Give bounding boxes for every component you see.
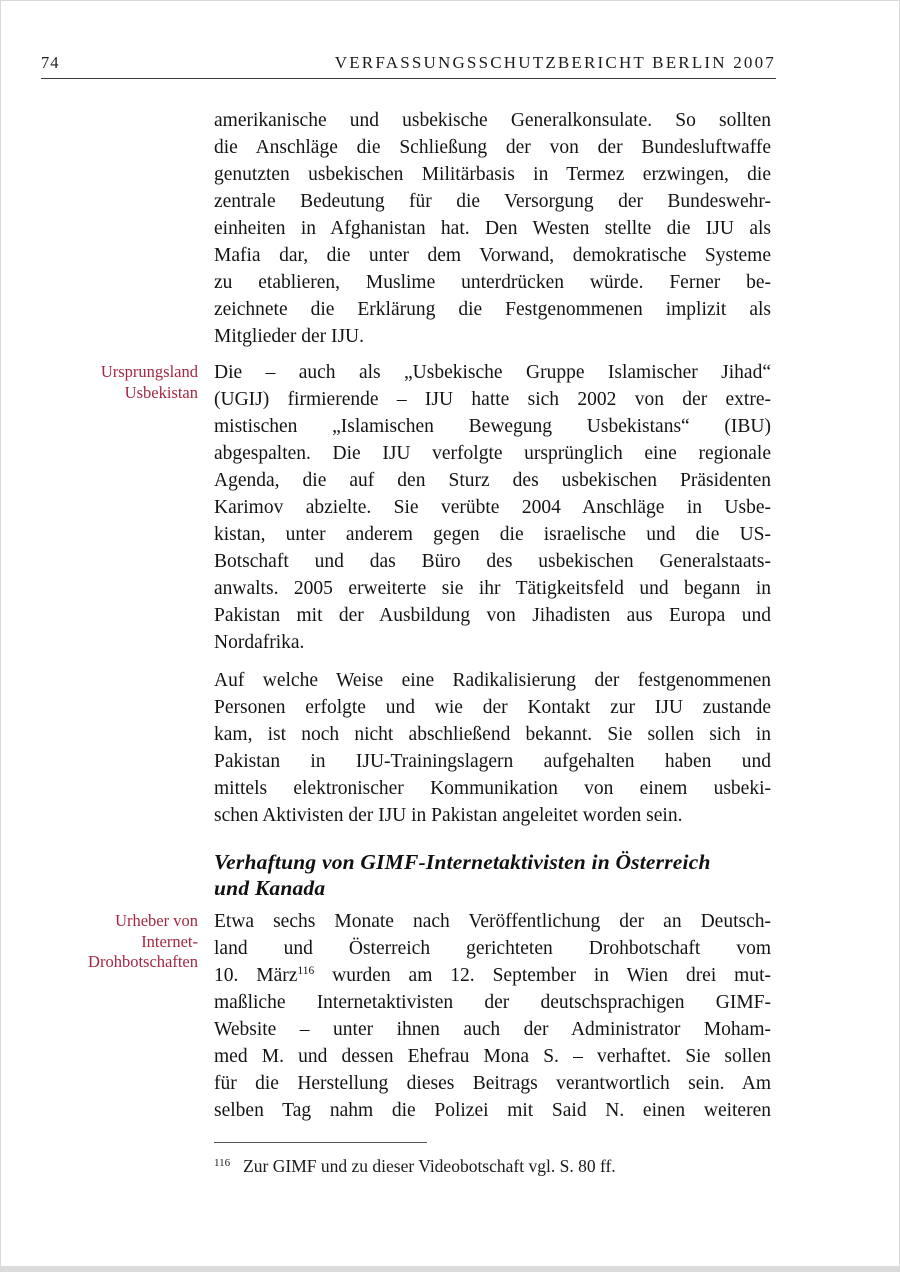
body-text-line: Agenda, die auf den Sturz des usbekischen Präsidenten — [214, 470, 771, 491]
body-text-line: kistan, unter anderem gegen die israelische und die US- — [214, 524, 771, 545]
content-blocks — [41, 107, 771, 1177]
header-rule — [41, 78, 776, 79]
body-text-line: Nordafrika. — [214, 632, 305, 653]
heading-line: und Kanada — [214, 876, 326, 900]
paragraph-body — [214, 667, 771, 829]
body-text-line: Website – unter ihnen auch der Administrator Moham- — [214, 1019, 771, 1040]
body-text-line: mistischen „Islamischen Bewegung Usbekistans“ (IBU) — [214, 416, 771, 437]
body-text-line: Mafia dar, die unter dem Vorwand, demokratische Systeme — [214, 245, 771, 266]
paragraph-row — [41, 667, 771, 829]
body-text-line: abgespalten. Die IJU verfolgte ursprünglich eine regionale — [214, 443, 771, 464]
body-text-line: mittels elektronischer Kommunikation von einem usbeki- — [214, 778, 771, 799]
page-header — [41, 53, 776, 79]
body-text-line: amerikanische und usbekische Generalkonsulate. So sollten — [214, 110, 771, 131]
paragraph-body — [214, 908, 771, 1124]
body-text-line: Die – auch als „Usbekische Gruppe Islamischer Jihad“ — [214, 362, 771, 383]
body-text-line: Pakistan in IJU-Trainingslagern aufgehalten haben und — [214, 751, 771, 772]
section-heading-row — [41, 849, 771, 901]
margin-note-line: Internet- — [141, 931, 198, 951]
footnote-text: Zur GIMF und zu dieser Videobotschaft vgl. S. 80 ff. — [243, 1156, 616, 1176]
heading-line: Verhaftung von GIMF-Internetaktivisten in Österreich — [214, 850, 711, 874]
body-text-line: genutzten usbekischen Militärbasis in Termez erzwingen, die — [214, 164, 771, 185]
footnote-number: 116 — [214, 1157, 231, 1169]
body-text-line: zentrale Bedeutung für die Versorgung der Bundeswehr- — [214, 191, 771, 212]
body-text-line: zu etablieren, Muslime unterdrücken würde. Ferner be- — [214, 272, 771, 293]
body-text-line: einheiten in Afghanistan hat. Den Westen stellte die IJU als — [214, 218, 771, 239]
body-text-line: Mitglieder der IJU. — [214, 326, 365, 347]
footnote — [214, 1142, 771, 1177]
body-text-line: anwalts. 2005 erweiterte sie ihr Tätigkeitsfeld und begann in — [214, 578, 771, 599]
body-text-line: 10. März$^{116}$ wurden am 12. September in Wien drei mut- — [214, 965, 771, 986]
margin-note — [41, 107, 198, 350]
margin-note — [41, 849, 198, 901]
margin-note-line: Ursprungsland — [100, 362, 198, 381]
body-text-line: zeichnete die Erklärung die Festgenommenen implizit als — [214, 299, 771, 320]
page-bottom-edge — [1, 1266, 899, 1271]
margin-note-line: Urheber von — [115, 911, 198, 930]
section-heading — [214, 849, 771, 901]
body-text-line: Pakistan mit der Ausbildung von Jihadisten aus Europa und — [214, 605, 771, 626]
footnote-ref: 116 — [297, 965, 315, 977]
paragraph-body — [214, 107, 771, 350]
header-row — [41, 53, 776, 78]
margin-note — [41, 359, 198, 656]
margin-note — [41, 667, 198, 829]
footnote-line — [214, 1143, 771, 1177]
body-text-line: Botschaft und das Büro des usbekischen Generalstaats- — [214, 551, 771, 572]
margin-note — [41, 908, 198, 1124]
paragraph-row — [41, 908, 771, 1124]
margin-note-line: Drohbotschaften — [88, 952, 198, 971]
body-text-line: selben Tag nahm die Polizei mit Said N. einen weiteren — [214, 1100, 771, 1121]
body-text-line: kam, ist noch nicht abschließend bekannt. Sie sollen sich in — [214, 724, 771, 745]
body-text-line: land und Österreich gerichteten Drohbotschaft vom — [214, 938, 771, 959]
footnote-margin-spacer — [41, 1142, 198, 1177]
footnote-row — [41, 1142, 771, 1177]
body-text-line: (UGIJ) firmierende – IJU hatte sich 2002 von der extre- — [214, 389, 771, 410]
paragraph-row — [41, 359, 771, 656]
body-text-line: Etwa sechs Monate nach Veröffentlichung der an Deutsch- — [214, 911, 771, 932]
margin-note-line: Usbekistan — [124, 382, 198, 402]
header-title: VERFASSUNGSSCHUTZBERICHT BERLIN 2007 — [334, 53, 776, 72]
page-number: 74 — [41, 53, 60, 72]
body-text-line: die Anschläge die Schließung der von der Bundesluftwaffe — [214, 137, 771, 158]
body-text-line: Personen erfolgte und wie der Kontakt zur IJU zustande — [214, 697, 771, 718]
paragraph-body — [214, 359, 771, 656]
body-text-line: med M. und dessen Ehefrau Mona S. – verhaftet. Sie sollen — [214, 1046, 771, 1067]
body-text-line: maßliche Internetaktivisten der deutschsprachigen GIMF- — [214, 992, 771, 1013]
body-text-line: Auf welche Weise eine Radikalisierung der festgenommenen — [214, 670, 771, 691]
body-text-line: schen Aktivisten der IJU in Pakistan angeleitet worden sein. — [214, 805, 683, 826]
body-text-line: für die Herstellung dieses Beitrags verantwortlich sein. Am — [214, 1073, 771, 1094]
paragraph-row — [41, 107, 771, 350]
body-text-line: Karimov abzielte. Sie verübte 2004 Anschläge in Usbe- — [214, 497, 771, 518]
